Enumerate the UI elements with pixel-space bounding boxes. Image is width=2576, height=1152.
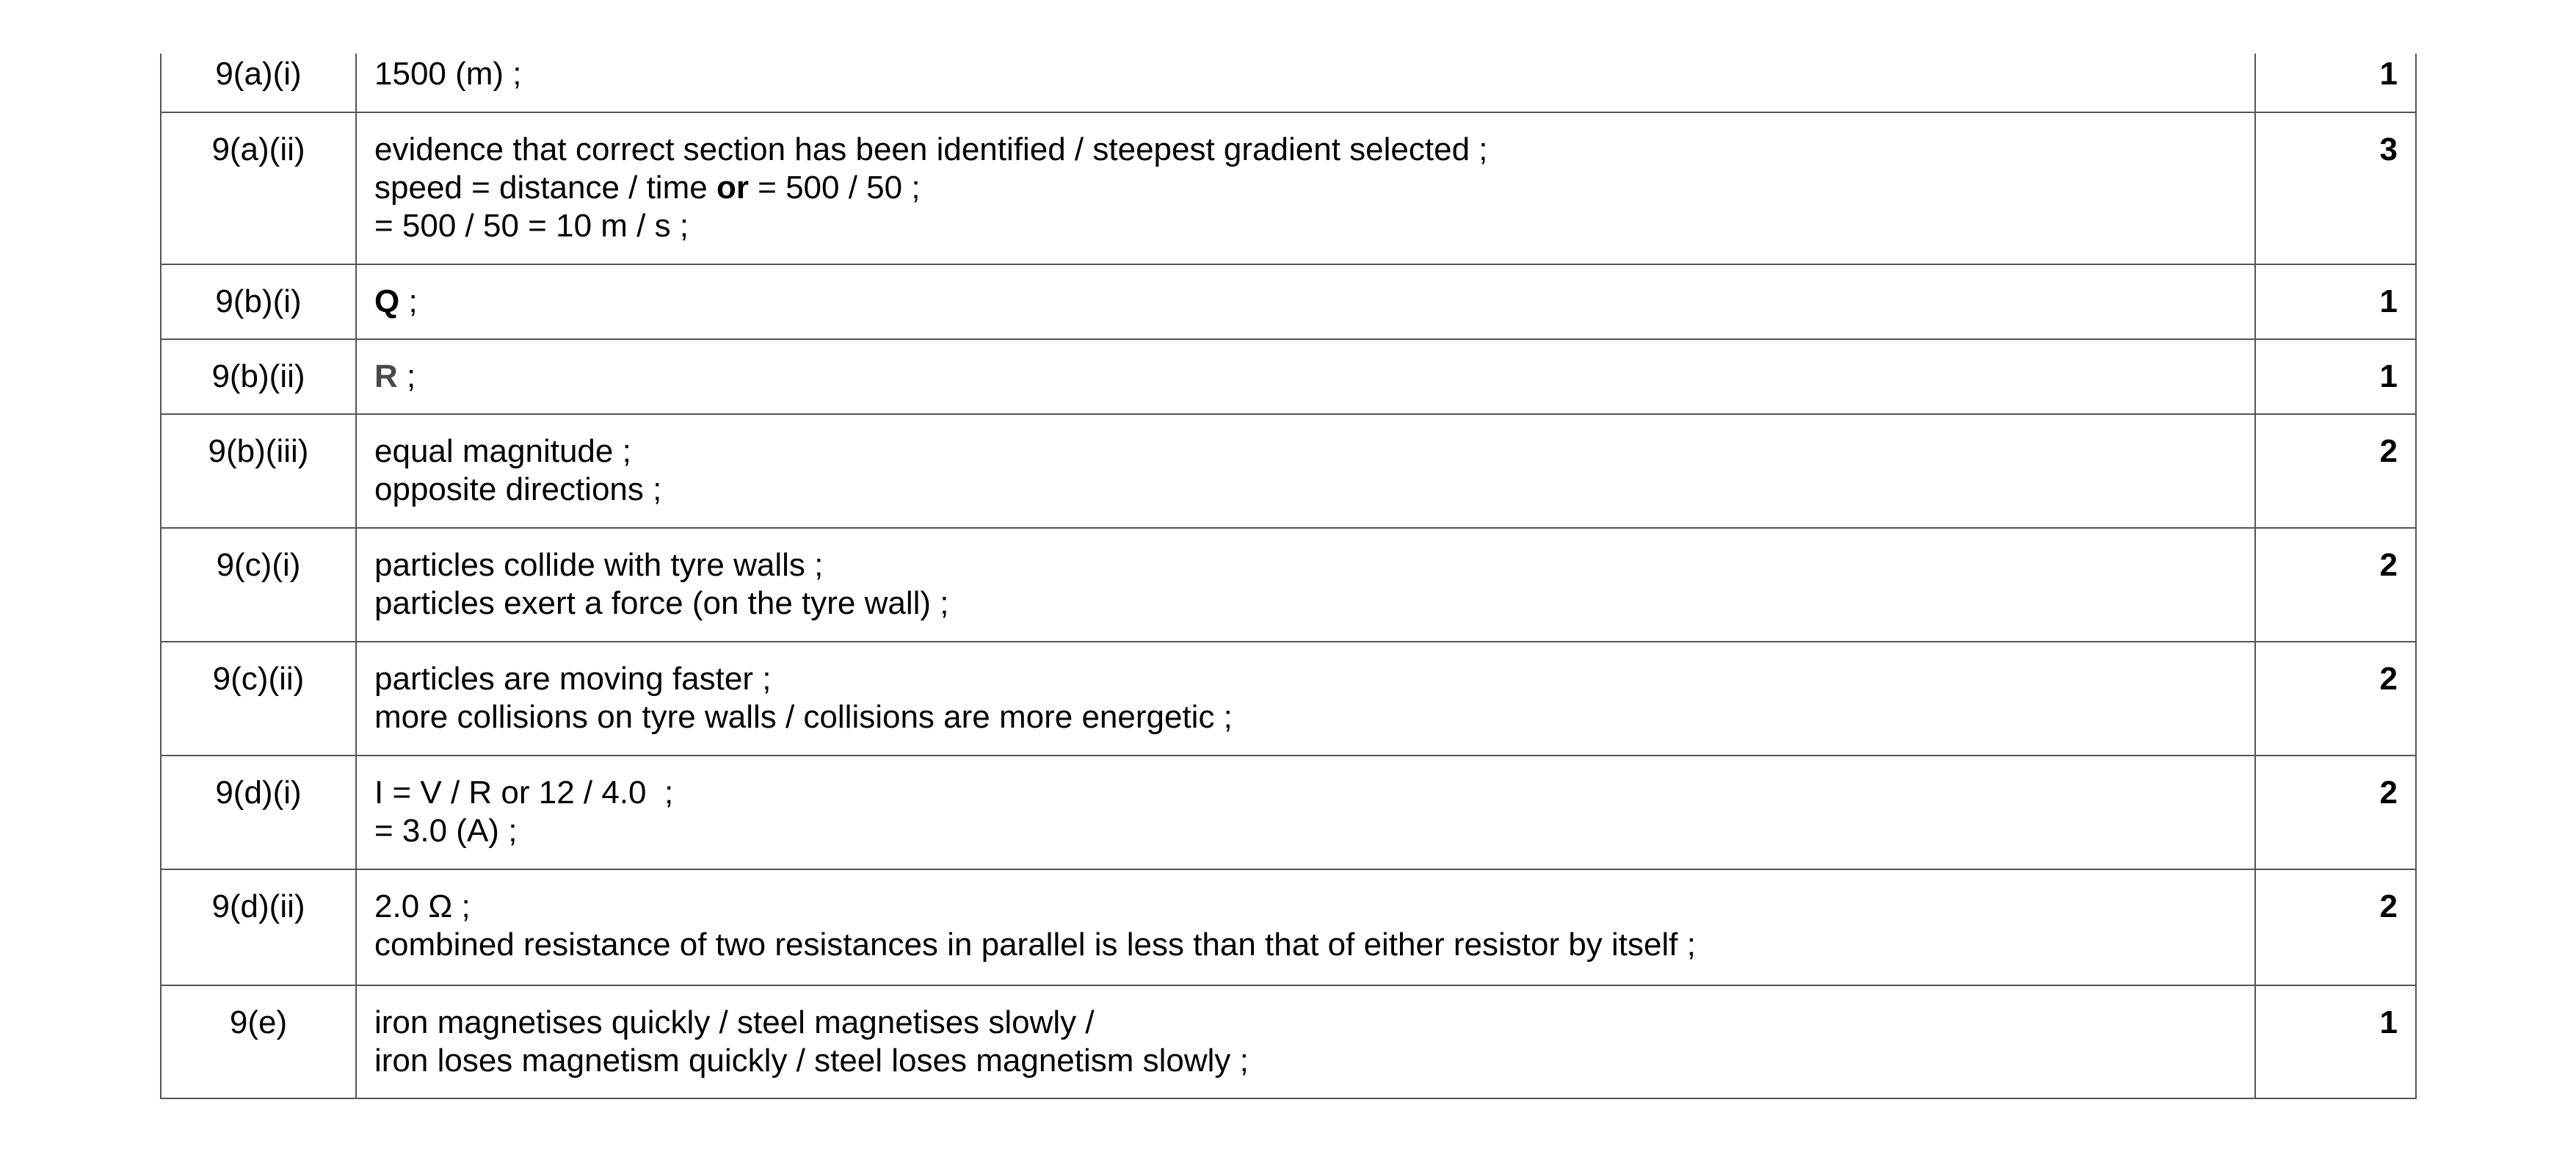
answer-line: more collisions on tyre walls / collisions are more energetic ;: [374, 699, 1233, 735]
question-number: 9(b)(i): [161, 264, 356, 339]
answer-line: particles are moving faster ;: [374, 661, 772, 697]
question-number: 9(a)(ii): [161, 112, 356, 264]
answer-cell: [356, 642, 2255, 756]
question-number: 9(b)(ii): [161, 339, 356, 414]
answer-line: combined resistance of two resistances in parallel is less than that of either resistor by itself ;: [374, 927, 1696, 963]
answer-text: speed = distance / time: [374, 170, 716, 206]
answer-keyword: R: [374, 358, 398, 394]
answer-line: iron loses magnetism quickly / steel loses magnetism slowly ;: [374, 1043, 1249, 1079]
question-number: 9(d)(ii): [161, 869, 356, 985]
answer-keyword: Q: [374, 283, 400, 319]
answer-cell: [356, 528, 2255, 642]
answer-cell: [356, 985, 2255, 1098]
table-row: [161, 642, 2416, 756]
marks-value: 1: [2255, 985, 2416, 1098]
table-row: [161, 339, 2416, 414]
marks-value: 2: [2255, 869, 2416, 985]
marks-value: 2: [2255, 528, 2416, 642]
answer-line: evidence that correct section has been identified / steepest gradient selected ;: [374, 131, 1488, 167]
marks-value: 1: [2255, 54, 2416, 112]
table-row: [161, 756, 2416, 869]
table-row: [161, 869, 2416, 985]
answer-cell: [356, 54, 2255, 112]
answer-line: iron magnetises quickly / steel magnetises slowly /: [374, 1004, 1095, 1040]
question-number: 9(c)(i): [161, 528, 356, 642]
table-row: [161, 112, 2416, 264]
marks-value: 1: [2255, 339, 2416, 414]
answer-line: 2.0 Ω ;: [374, 888, 471, 924]
answer-text: = 500 / 50 ;: [748, 170, 921, 206]
answer-line: particles exert a force (on the tyre wall) ;: [374, 585, 949, 621]
table-row: [161, 985, 2416, 1098]
answer-cell: [356, 264, 2255, 339]
table-row: [161, 54, 2416, 112]
question-number: 9(e): [161, 985, 356, 1098]
table-row: [161, 528, 2416, 642]
question-number: 9(a)(i): [161, 54, 356, 112]
answer-cell: [356, 756, 2255, 869]
answer-line: [374, 358, 2240, 396]
answer-line: equal magnitude ;: [374, 433, 631, 469]
question-number: 9(b)(iii): [161, 414, 356, 528]
answer-line: opposite directions ;: [374, 471, 662, 507]
table-row: [161, 414, 2416, 528]
answer-line: I = V / R or 12 / 4.0 ;: [374, 775, 674, 811]
question-number: 9(c)(ii): [161, 642, 356, 756]
answer-line: = 3.0 (A) ;: [374, 813, 518, 849]
answer-cell: [356, 414, 2255, 528]
question-number: 9(d)(i): [161, 756, 356, 869]
table-row: [161, 264, 2416, 339]
answer-cell: [356, 112, 2255, 264]
answer-cell: [356, 869, 2255, 985]
answer-keyword: or: [716, 170, 749, 206]
answer-text: ;: [399, 283, 418, 319]
answer-line: [374, 283, 2240, 321]
answer-line: = 500 / 50 = 10 m / s ;: [374, 208, 689, 244]
answer-cell: [356, 339, 2255, 414]
marks-value: 2: [2255, 414, 2416, 528]
marks-value: 2: [2255, 756, 2416, 869]
answer-line: 1500 (m) ;: [374, 56, 522, 92]
answer-text: ;: [397, 358, 416, 394]
marks-value: 3: [2255, 112, 2416, 264]
mark-scheme-table: [160, 54, 2417, 1099]
marks-value: 2: [2255, 642, 2416, 756]
answer-line: particles collide with tyre walls ;: [374, 547, 824, 583]
answer-line: [374, 169, 2240, 207]
marks-value: 1: [2255, 264, 2416, 339]
